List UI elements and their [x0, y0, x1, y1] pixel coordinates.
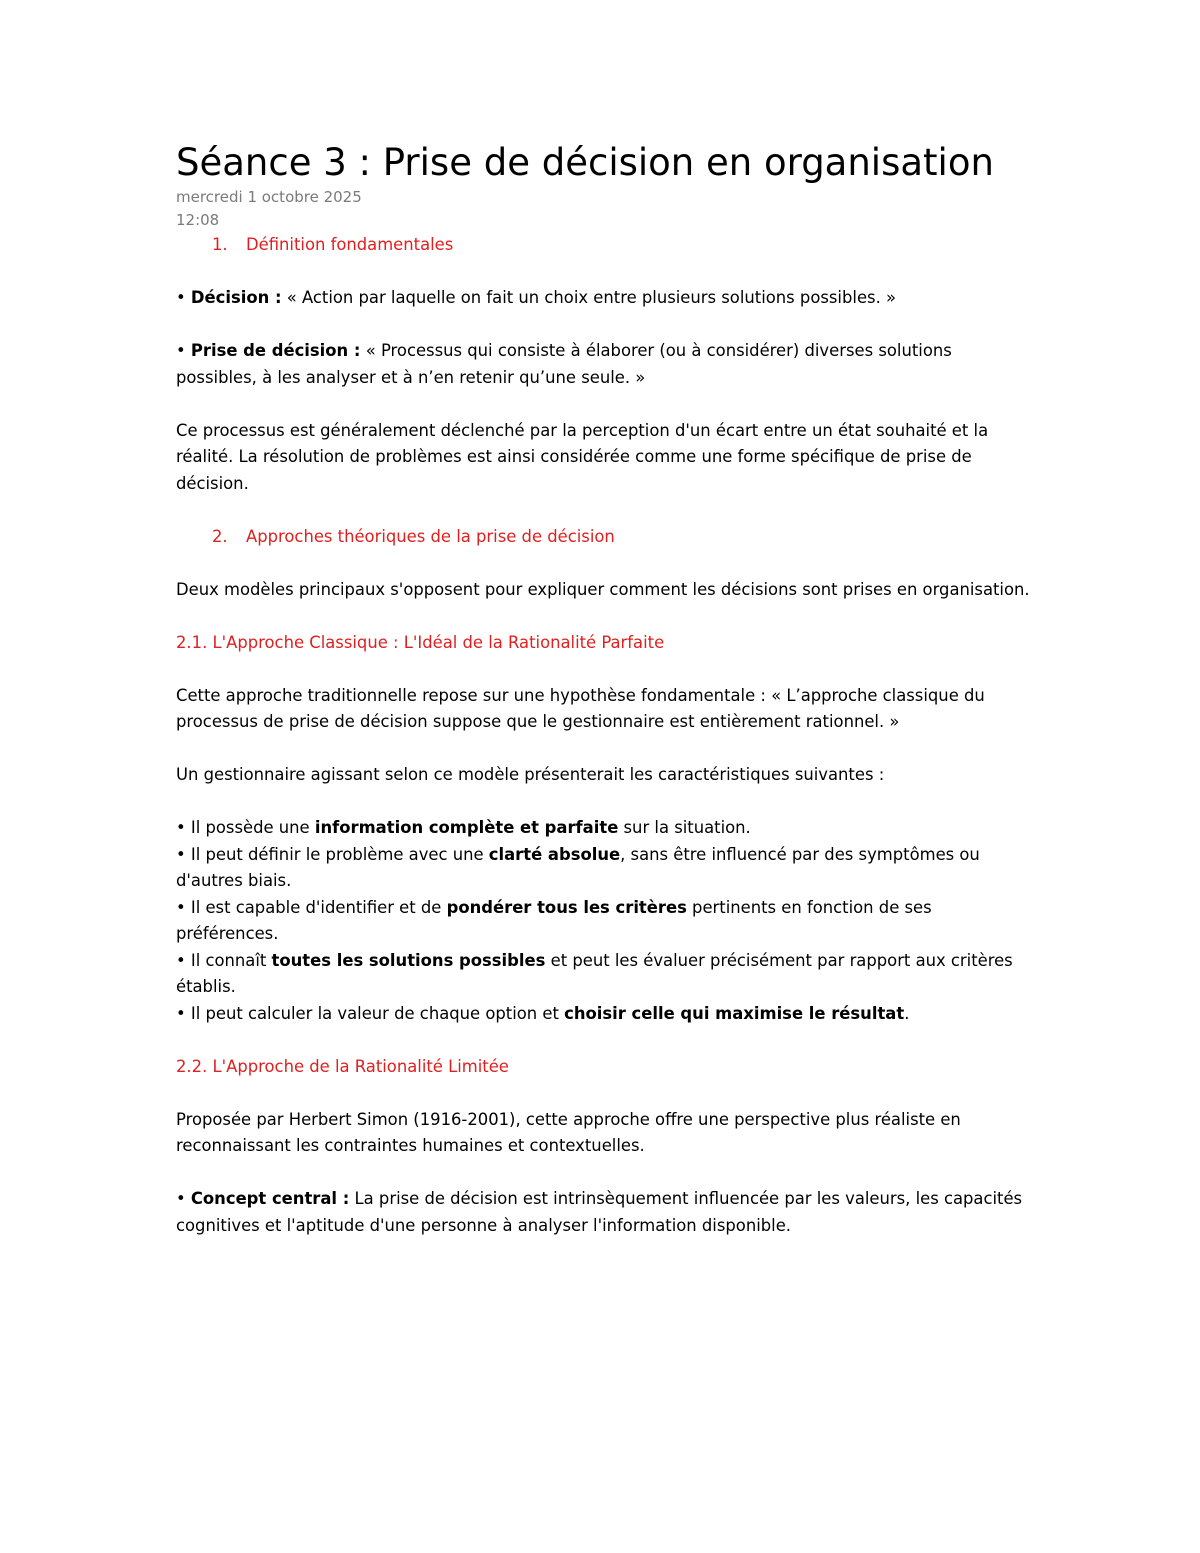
list-item-text: sur la situation.: [618, 818, 751, 837]
document-page: [176, 140, 1036, 1239]
bullet: •: [176, 341, 191, 360]
section-2-1-heading: 2.1. L'Approche Classique : L'Idéal de la Rationalité Parfaite: [176, 632, 665, 652]
definition-decision-text: « Action par laquelle on fait un choix entre plusieurs solutions possibles. »: [281, 288, 897, 307]
concept-central-term: Concept central :: [190, 1189, 350, 1208]
list-item: [176, 1001, 1036, 1028]
section-2-heading: [176, 524, 1036, 551]
section-2-2-heading: 2.2. L'Approche de la Rationalité Limitée: [176, 1056, 509, 1076]
list-item: [176, 948, 1036, 1001]
section-2-1-paragraph-1: Cette approche traditionnelle repose sur une hypothèse fondamentale : « L’approche classique du processus de prise de décision suppose que le gestionnaire est entièrement rationnel. »: [176, 685, 985, 731]
page-title: Séance 3 : Prise de décision en organisation: [176, 141, 994, 184]
list-item-emphasis: toutes les solutions possibles: [271, 950, 546, 970]
section-1-number: 1.: [212, 235, 228, 254]
list-item-emphasis: clarté absolue: [488, 844, 621, 864]
list-item-text: • Il peut calculer la valeur de chaque option et: [176, 1003, 565, 1023]
list-item-emphasis: information complète et parfaite: [314, 818, 619, 837]
note-date: mercredi 1 octobre 2025: [176, 188, 362, 206]
section-2-number: 2.: [212, 526, 228, 546]
section-2-1-paragraph-2: Un gestionnaire agissant selon ce modèle présenterait les caractéristiques suivantes :: [176, 765, 885, 784]
list-item: [176, 842, 1036, 895]
list-item: [176, 895, 1036, 948]
definition-prise-de-decision: [176, 338, 1036, 391]
list-item-text: et peut les évaluer précisément par rapport aux critères établis.: [176, 950, 1013, 996]
section-2-2-paragraph-1: Proposée par Herbert Simon (1916-2001), cette approche offre une perspective plus réaliste en reconnaissant les contraintes humaines et contextuelles.: [176, 1109, 961, 1155]
list-item-text: .: [904, 1003, 910, 1023]
list-item-text: • Il peut définir le problème avec une: [176, 844, 489, 864]
list-item: [176, 815, 1036, 842]
list-item-text: • Il est capable d'identifier et de: [176, 897, 447, 917]
definition-decision: [176, 285, 1036, 312]
section-1-title: Définition fondamentales: [246, 235, 454, 254]
section-2-title: Approches théoriques de la prise de décision: [246, 526, 615, 546]
definition-prise-text: « Processus qui consiste à élaborer (ou à considérer) diverses solutions possibles, à les analyser et à n’en retenir qu’une seule. »: [176, 341, 952, 387]
section-2-intro: Deux modèles principaux s'opposent pour expliquer comment les décisions sont prises en organisation.: [176, 579, 1030, 599]
note-time: 12:08: [176, 211, 220, 229]
list-item-text: • Il possède une: [176, 818, 315, 837]
definition-prise-term: Prise de décision :: [190, 341, 361, 360]
list-item-text: , sans être influencé par des symptômes ou d'autres biais.: [176, 844, 980, 890]
bullet: •: [176, 288, 191, 307]
section-1-paragraph: Ce processus est généralement déclenché par la perception d'un écart entre un état souhaité et la réalité. La résolution de problèmes est ainsi considérée comme une forme spécifique de prise de décision.: [176, 420, 989, 493]
list-item-text: pertinents en fonction de ses préférences.: [176, 897, 932, 943]
list-item-text: • Il connaît: [176, 950, 272, 970]
concept-central: [176, 1186, 1036, 1239]
bullet: •: [176, 1189, 191, 1208]
section-1-heading: [176, 232, 1036, 259]
list-item-emphasis: choisir celle qui maximise le résultat: [564, 1003, 905, 1023]
list-item-emphasis: pondérer tous les critères: [446, 897, 687, 917]
concept-central-text: La prise de décision est intrinsèquement influencée par les valeurs, les capacités cognitives et l'aptitude d'une personne à analyser l'information disponible.: [176, 1189, 1023, 1235]
definition-decision-term: Décision :: [190, 288, 282, 307]
